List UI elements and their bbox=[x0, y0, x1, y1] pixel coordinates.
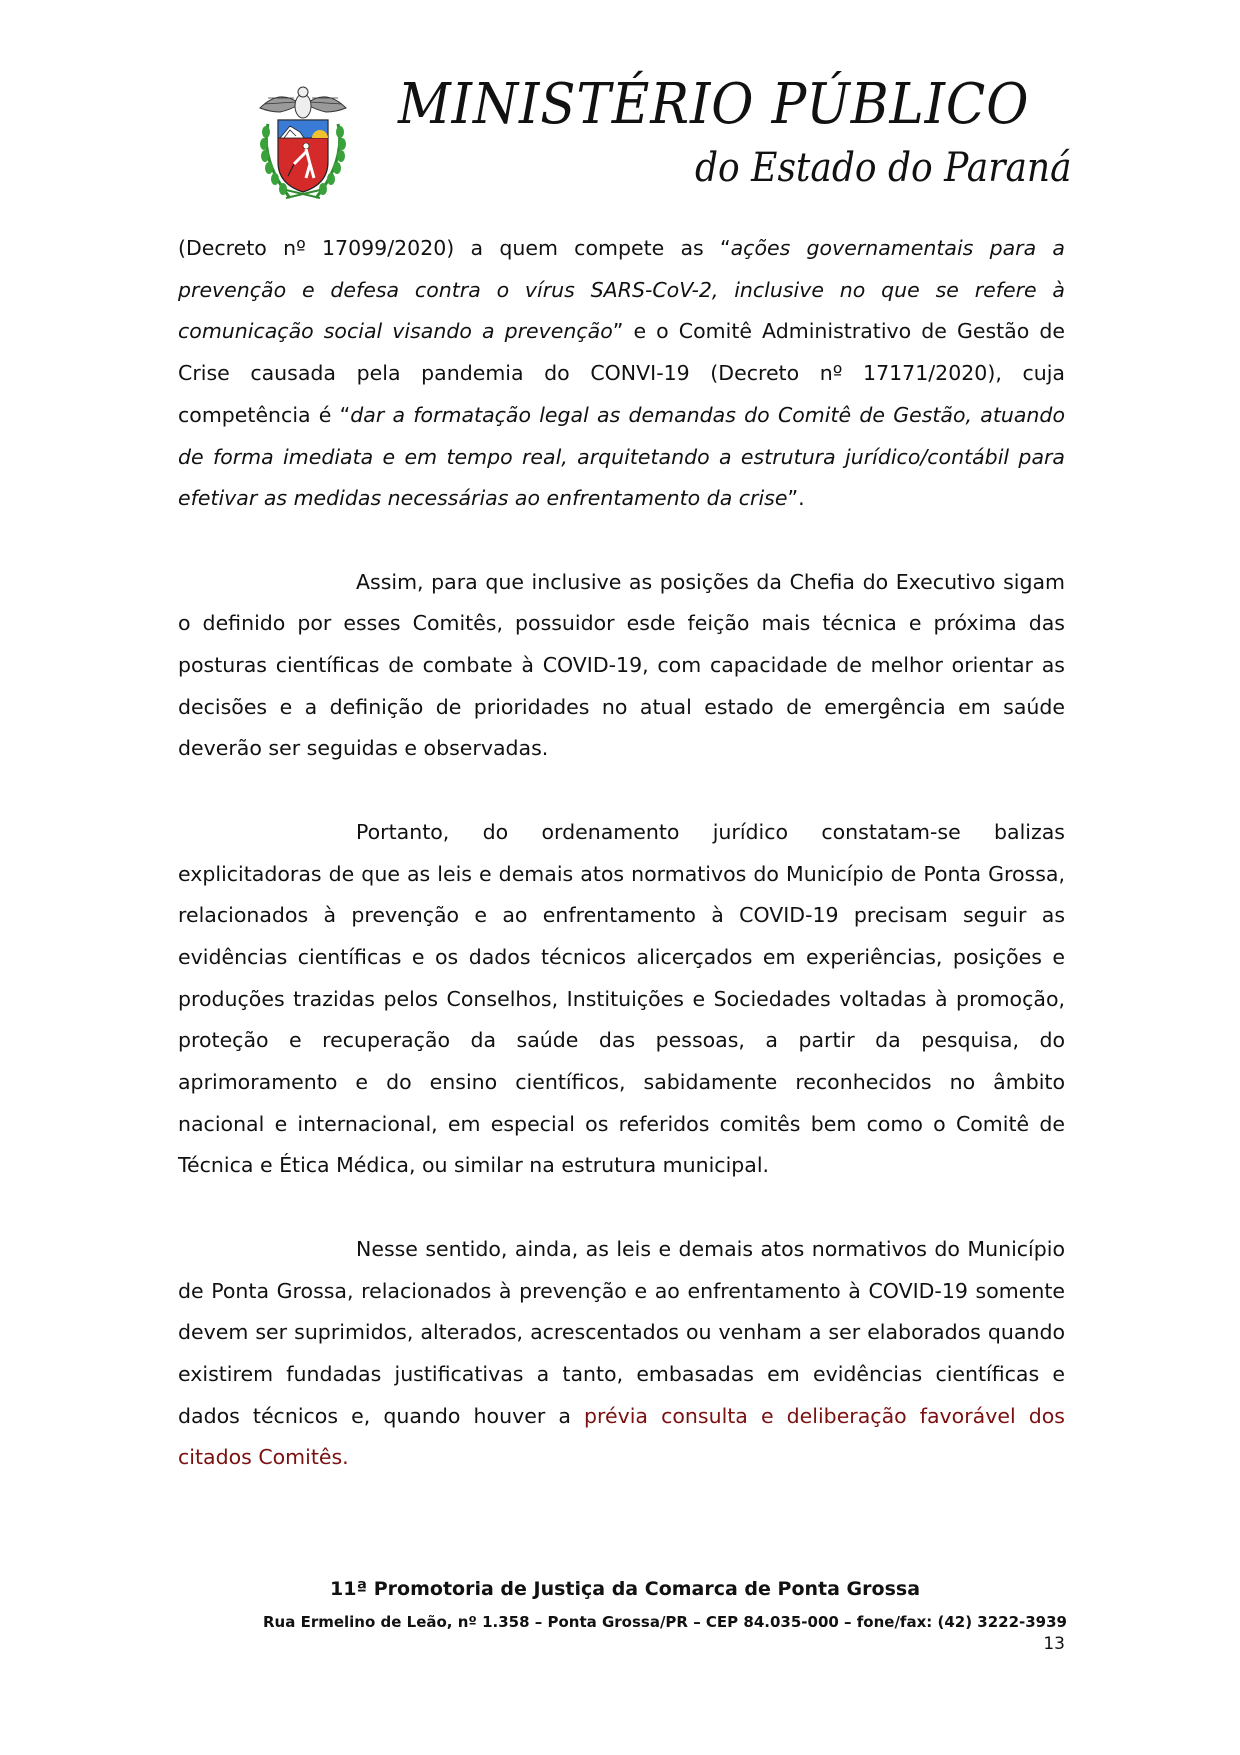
institution-subtitle: do Estado do Paraná bbox=[695, 145, 1072, 191]
footer-office-name: 11ª Promotoria de Justiça da Comarca de Ponta Grossa bbox=[329, 1578, 921, 1600]
parana-coat-of-arms-icon bbox=[250, 80, 356, 206]
text-segment: Assim, para que inclusive as posições da Chefia do Executivo sigam o definido por esses Comitês, possuidor esde feição mais técnica e próxima das posturas científicas de combate à COVID-19, com capacidade de melhor orientar as decisões e a definição de prioridades no atual estado de emergência em saúde deverão ser seguidas e observadas. bbox=[178, 569, 1065, 761]
text-segment: ”. bbox=[787, 486, 805, 511]
quote-formatacao-legal: dar a formatação legal as demandas do Comitê de Gestão, atuando de forma imediata e em tempo real, arquitetando a estrutura jurídico/contábil para efetivar as medidas necessárias ao enfrentamento da crise bbox=[178, 402, 1065, 511]
quote-acoes-governamentais: ações governamentais para a prevenção e defesa contra o vírus SARS-CoV-2, inclusive no que se refere à comunicação social visando a prevenção bbox=[178, 236, 1065, 344]
paragraph-4 bbox=[178, 1229, 1065, 1479]
page-number: 13 bbox=[1043, 1634, 1065, 1654]
text-segment: (Decreto nº 17099/2020) a quem compete as “ bbox=[178, 236, 731, 260]
text-segment: Portanto, do ordenamento jurídico constatam-se balizas explicitadoras de que as leis e demais atos normativos do Município de Ponta Grossa, relacionados à prevenção e ao enfrentamento à COVID-19 precisam seguir as evidências científicas e os dados técnicos alicerçados em experiências, posições e produções trazidas pelos Conselhos, Instituições e Sociedades voltadas à promoção, proteção e recuperação da saúde das pessoas, a partir da pesquisa, do aprimoramento e do ensino científicos, sabidamente reconhecidos no âmbito nacional e internacional, em especial os referidos comitês bem como o Comitê de Técnica e Ética Médica, ou similar na estrutura municipal. bbox=[178, 819, 1065, 1178]
paragraph-2 bbox=[178, 562, 1065, 771]
text-segment: Nesse sentido, ainda, as leis e demais atos normativos do Município de Ponta Grossa, relacionados à prevenção e ao enfrentamento à COVID-19 somente devem ser suprimidos, alterados, acrescentados ou venham a ser elaborados quando existirem fundadas justificativas a tanto, embasadas em evidências científicas e dados técnicos e, quando houver a bbox=[178, 1236, 1065, 1428]
footer-address: Rua Ermelino de Leão, nº 1.358 – Ponta Grossa/PR – CEP 84.035-000 – fone/fax: (42) 3222-3939 bbox=[263, 1613, 1067, 1631]
institution-title: MINISTÉRIO PÚBLICO bbox=[398, 72, 1030, 137]
paragraph-1 bbox=[178, 228, 1065, 520]
highlighted-text: prévia consulta e deliberação favorável dos citados Comitês. bbox=[178, 1403, 1065, 1470]
document-body bbox=[178, 228, 1065, 1479]
text-segment: ” e o Comitê Administrativo de Gestão de Crise causada pela pandemia do CONVI-19 (Decreto nº 17171/2020), cuja competência é “ bbox=[178, 319, 1065, 427]
paragraph-3 bbox=[178, 812, 1065, 1187]
